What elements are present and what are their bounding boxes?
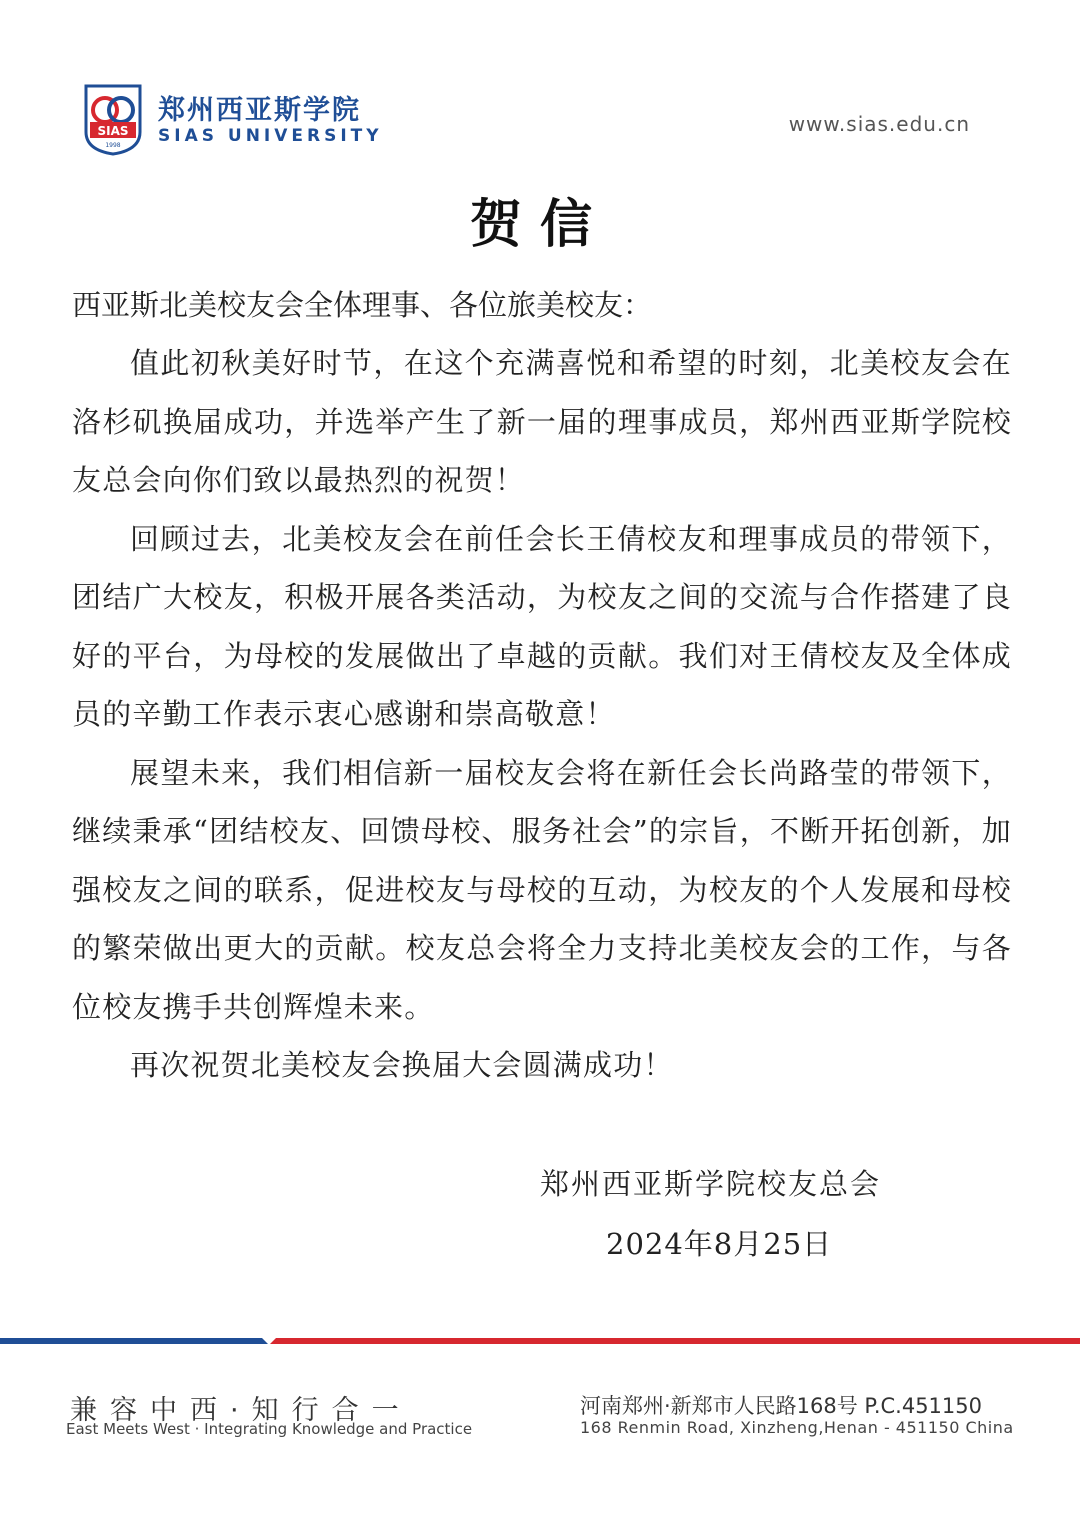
address-cn: 河南郑州·新郑市人民路168号 P.C.451150 [580,1394,983,1418]
letter-body [72,276,1012,1095]
salutation: 西亚斯北美校友会全体理事、各位旅美校友： [72,288,653,322]
brand-name-cn: 郑州西亚斯学院 [158,95,361,126]
website-url: www.sias.edu.cn [788,112,970,136]
paragraph: 回顾过去，北美校友会在前任会长王倩校友和理事成员的带领下，团结广大校友，积极开展各类活动，为校友之间的交流与合作搭建了良好的平台，为母校的发展做出了卓越的贡献。我们对王倩校友及全体成员的辛勤工作表示衷心感谢和崇高敬意！ [72,521,1012,731]
letter-date: 2024年8月25日 [606,1227,833,1261]
signature: 郑州西亚斯学院校友总会 [540,1167,882,1201]
logo-text: SIAS [97,124,129,138]
paragraph: 值此初秋美好时节，在这个充满喜悦和希望的时刻，北美校友会在洛杉矶换届成功，并选举产生了新一届的理事成员，郑州西亚斯学院校友总会向你们致以最热烈的祝贺！ [72,346,1012,497]
logo-year: 1998 [105,142,121,149]
footer-divider [0,1334,1080,1348]
address-en: 168 Renmin Road, Xinzheng,Henan - 451150 China [580,1418,1014,1437]
motto-cn: 兼容中西·知行合一 [70,1395,412,1426]
sias-logo-emblem [82,84,144,156]
paragraph: 展望未来，我们相信新一届校友会将在新任会长尚路莹的带领下，继续秉承“团结校友、回馈母校、服务社会”的宗旨，不断开拓创新，加强校友之间的联系，促进校友与母校的互动，为校友的个人发展和母校的繁荣做出更大的贡献。校友总会将全力支持北美校友会的工作，与各位校友携手共创辉煌未来。 [72,755,1012,1024]
brand-name-en: SIAS UNIVERSITY [158,126,383,146]
motto-en: East Meets West · Integrating Knowledge and Practice [66,1420,473,1438]
letter-title: 贺信 [469,194,610,255]
paragraph: 再次祝贺北美校友会换届大会圆满成功！ [130,1048,674,1082]
